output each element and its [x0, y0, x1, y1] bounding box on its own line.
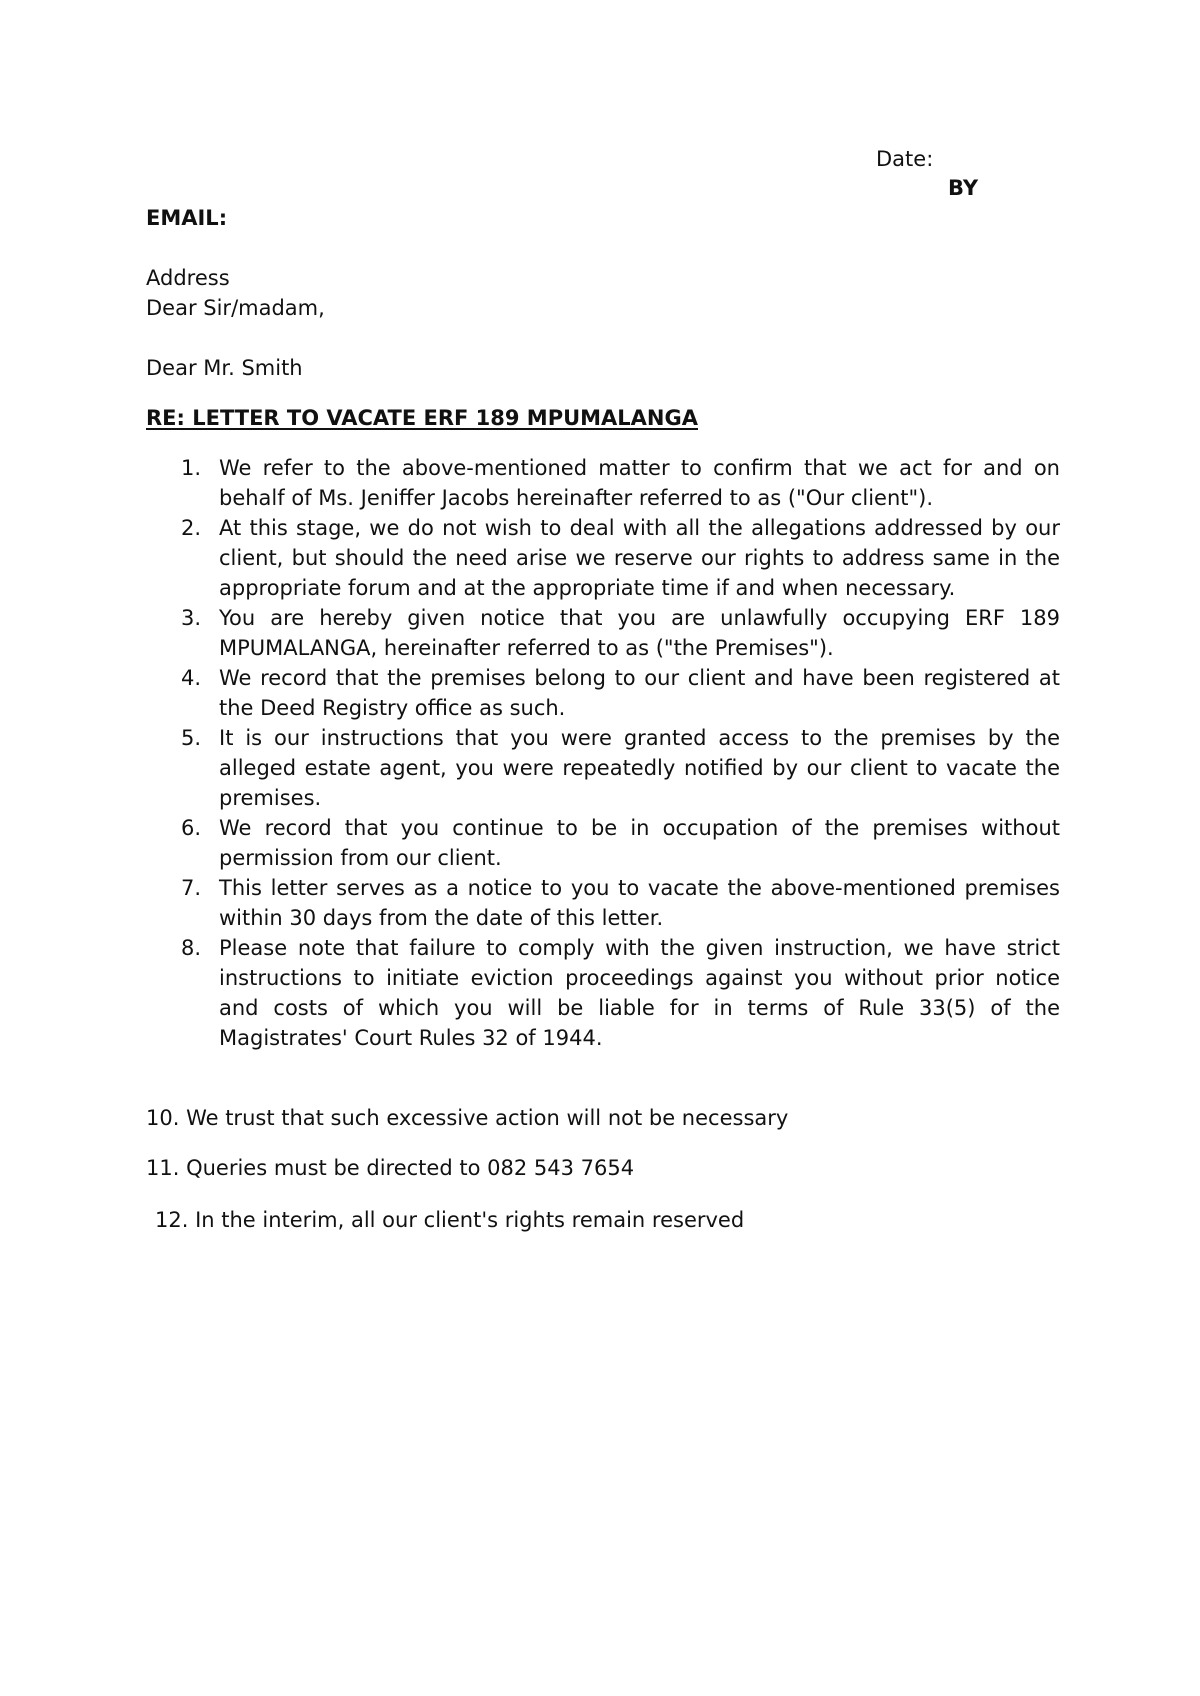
numbered-list [146, 453, 1060, 1053]
list-item-text: It is our instructions that you were granted access to the premises by the alleged estate agent, you were repeatedly notified by our client to vacate the premises. [219, 726, 1060, 810]
list-item-number: 3. [181, 606, 202, 630]
list-item [146, 513, 1060, 603]
closing-item-12: 12. In the interim, all our client's rights remain reserved [155, 1208, 745, 1232]
by-label: BY [948, 176, 979, 200]
list-item-text: We record that the premises belong to our client and have been registered at the Deed Registry office as such. [219, 666, 1060, 720]
date-label: Date: [876, 147, 934, 171]
list-item-text: This letter serves as a notice to you to vacate the above-mentioned premises within 30 days from the date of this letter. [219, 876, 1060, 930]
list-item-number: 5. [181, 726, 202, 750]
salutation-generic: Dear Sir/madam, [146, 296, 325, 320]
list-item [146, 873, 1060, 933]
list-item-text: At this stage, we do not wish to deal with all the allegations addressed by our client, but should the need arise we reserve our rights to address same in the appropriate forum and at the appropriate time if and when necessary. [219, 516, 1060, 600]
list-item [146, 723, 1060, 813]
list-item-number: 1. [181, 456, 202, 480]
list-item-number: 8. [181, 936, 202, 960]
list-item [146, 453, 1060, 513]
list-item [146, 933, 1060, 1053]
salutation-named: Dear Mr. Smith [146, 356, 303, 380]
list-item-number: 6. [181, 816, 202, 840]
list-item-text: We record that you continue to be in occupation of the premises without permission from our client. [219, 816, 1060, 870]
list-item-text: You are hereby given notice that you are unlawfully occupying ERF 189 MPUMALANGA, hereinafter referred to as ("the Premises"). [219, 606, 1060, 660]
list-item-number: 2. [181, 516, 202, 540]
list-item-text: Please note that failure to comply with the given instruction, we have strict instructions to initiate eviction proceedings against you without prior notice and costs of which you will be liable for in terms of Rule 33(5) of the Magistrates' Court Rules 32 of 1944. [219, 936, 1060, 1050]
closing-item-11: 11. Queries must be directed to 082 543 7654 [146, 1156, 635, 1180]
list-item [146, 603, 1060, 663]
closing-item-10: 10. We trust that such excessive action will not be necessary [146, 1106, 789, 1130]
subject-heading: RE: LETTER TO VACATE ERF 189 MPUMALANGA [146, 406, 698, 430]
list-item-number: 7. [181, 876, 202, 900]
email-label: EMAIL: [146, 206, 228, 230]
list-item [146, 813, 1060, 873]
list-item-number: 4. [181, 666, 202, 690]
recipient-address: Address [146, 266, 230, 290]
list-item [146, 663, 1060, 723]
list-item-text: We refer to the above-mentioned matter to confirm that we act for and on behalf of Ms. Jeniffer Jacobs hereinafter referred to as ("Our client"). [219, 456, 1060, 510]
